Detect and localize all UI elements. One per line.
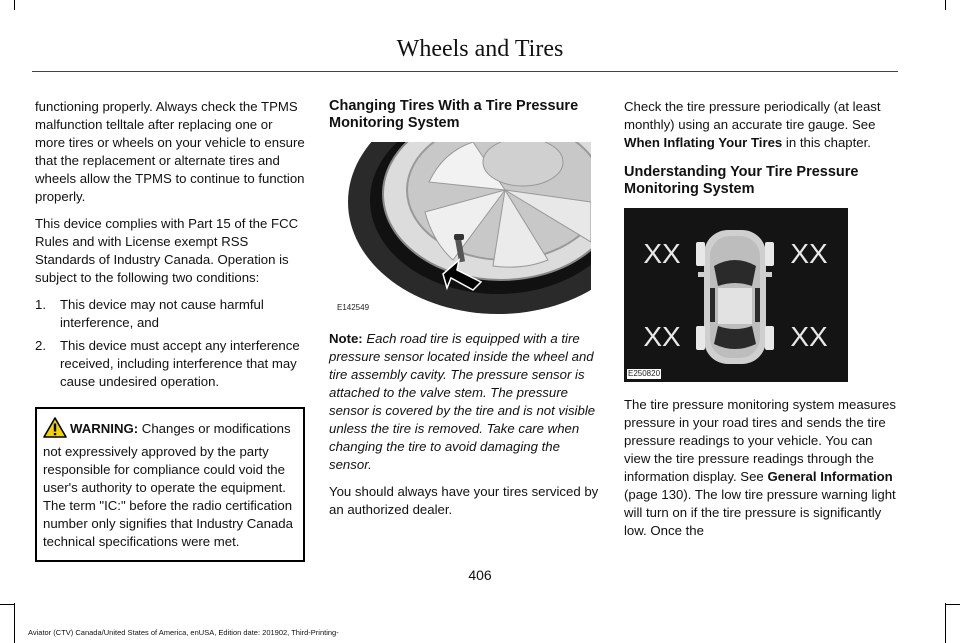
crop-mark <box>0 604 14 605</box>
list-item <box>35 337 305 391</box>
header-divider <box>32 71 898 72</box>
warning-label: WARNING: <box>70 421 139 436</box>
column-middle <box>329 98 599 528</box>
image-code: E142549 <box>337 303 370 312</box>
front-left-pressure: XX <box>643 238 681 269</box>
crop-mark <box>946 604 960 605</box>
note-text: Each road tire is equipped with a tire pressure sensor located inside the wheel and tire assembly cavity. The pressure sensor is attached to the valve stem. The pressure sensor is covered by the tire and is not visible unless the tire is removed. Take care when changing the tire to avoid damaging the sensor. <box>329 331 596 472</box>
list-number: 1. <box>35 297 46 312</box>
cross-reference-link[interactable]: When Inflating Your Tires <box>624 135 783 150</box>
warning-triangle-icon <box>43 417 67 443</box>
warning-box <box>35 407 305 562</box>
page-number: 406 <box>468 567 492 583</box>
crop-mark <box>945 603 946 643</box>
list-number: 2. <box>35 338 46 353</box>
paragraph-text: (page 130). The low tire pressure warning light will turn on if the tire pressure is significantly low. Once the <box>624 487 896 538</box>
note-paragraph <box>329 330 599 474</box>
front-right-pressure: XX <box>790 238 828 269</box>
page-title: Wheels and Tires <box>396 36 564 62</box>
paragraph <box>624 396 896 540</box>
warning-text: Changes or modifications not expressively approved by the party responsible for compliance could void the user's authority to operate the equipment. The term "IC:" before the radio certification number only signifies that Industry Canada technical specifications were met. <box>43 421 293 549</box>
crop-mark <box>945 0 946 10</box>
footer-text: Aviator (CTV) Canada/United States of America, enUSA, Edition date: 201902, Third-Printing- <box>28 628 339 637</box>
condition-list <box>35 296 305 391</box>
rear-left-pressure: XX <box>643 321 681 352</box>
paragraph: You should always have your tires serviced by an authorized dealer. <box>329 484 599 517</box>
crop-mark <box>14 603 15 643</box>
paragraph: This device complies with Part 15 of the FCC Rules and with License exempt RSS Standards of Industry Canada. Operation is subject to the following two conditions: <box>35 216 299 285</box>
tire-pressure-display-illustration <box>624 208 848 382</box>
note-label: Note: <box>329 331 363 346</box>
section-heading: Understanding Your Tire Pressure Monitoring System <box>624 164 859 197</box>
paragraph-text: in this chapter. <box>782 135 871 150</box>
crop-mark <box>14 0 15 10</box>
column-right <box>624 98 896 549</box>
paragraph <box>624 98 896 152</box>
list-text: This device may not cause harmful interference, and <box>60 297 264 330</box>
cross-reference-link[interactable]: General Information <box>767 469 893 484</box>
section-heading: Changing Tires With a Tire Pressure Monitoring System <box>329 98 579 131</box>
rear-right-pressure: XX <box>790 321 828 352</box>
paragraph-text: The tire pressure monitoring system measures pressure in your road tires and sends the tire pressure readings to your vehicle. You can view the tire pressure readings through the information display. See <box>624 397 896 484</box>
list-item <box>35 296 305 332</box>
paragraph: functioning properly. Always check the TPMS malfunction telltale after replacing one or more tires or wheels on your vehicle to ensure that the replacement or alternate tires and wheels allow the TPMS to continue to function properly. <box>35 99 305 204</box>
list-text: This device must accept any interference received, including interference that may cause undesired operation. <box>60 338 300 389</box>
wheel-valve-illustration <box>333 142 591 316</box>
paragraph-text: Check the tire pressure periodically (at least monthly) using an accurate tire gauge. See <box>624 99 881 132</box>
column-left <box>35 98 305 562</box>
image-code: E250820 <box>628 369 661 378</box>
